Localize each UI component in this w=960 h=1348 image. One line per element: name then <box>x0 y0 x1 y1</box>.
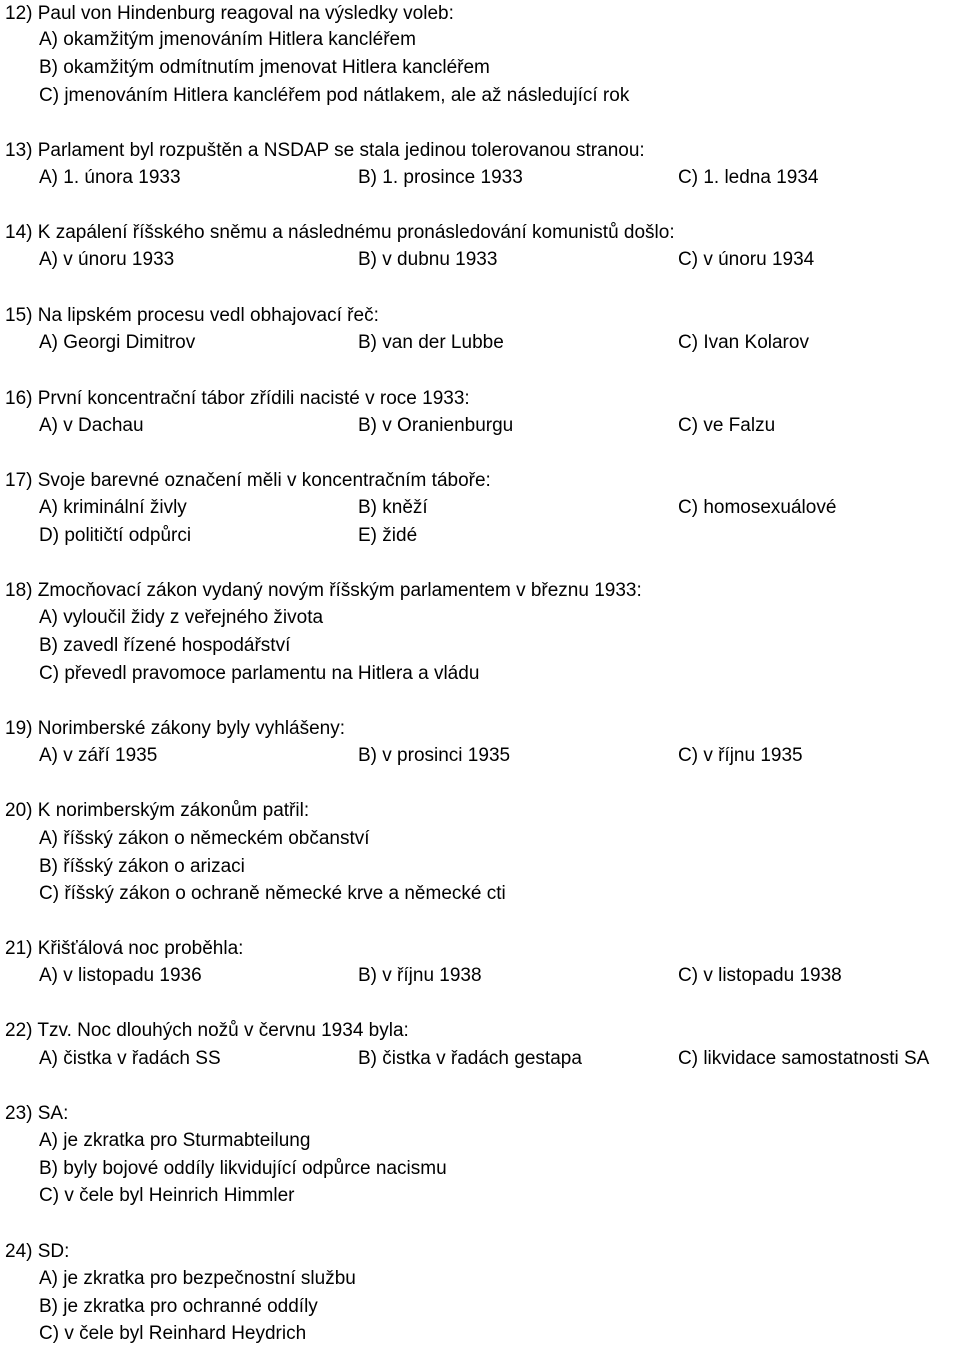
question-19-option-b: B) v prosinci 1935 <box>358 745 511 766</box>
question-17-option-c: C) homosexuálové <box>678 497 837 518</box>
question-24-option-c: C) v čele byl Reinhard Heydrich <box>39 1323 307 1344</box>
question-21-option-b: B) v říjnu 1938 <box>358 965 482 986</box>
question-23-option-a: A) je zkratka pro Sturmabteilung <box>39 1130 311 1151</box>
question-22-option-c: C) likvidace samostatnosti SA <box>678 1048 930 1069</box>
question-12: 12) Paul von Hindenburg reagoval na výsledky voleb: <box>5 3 454 24</box>
question-22: 22) Tzv. Noc dlouhých nožů v červnu 1934 byla: <box>5 1020 409 1041</box>
question-18: 18) Zmocňovací zákon vydaný novým říšským parlamentem v březnu 1933: <box>5 580 642 601</box>
question-20: 20) K norimberským zákonům patřil: <box>5 800 310 821</box>
question-12-option-c: C) jmenováním Hitlera kancléřem pod nátlakem, ale až následující rok <box>39 85 630 106</box>
question-19: 19) Norimberské zákony byly vyhlášeny: <box>5 718 346 739</box>
question-12-option-b: B) okamžitým odmítnutím jmenovat Hitlera kancléřem <box>39 57 490 78</box>
question-13: 13) Parlament byl rozpuštěn a NSDAP se stala jedinou tolerovanou stranou: <box>5 140 645 161</box>
question-24-option-a: A) je zkratka pro bezpečnostní službu <box>39 1268 356 1289</box>
question-15: 15) Na lipském procesu vedl obhajovací řeč: <box>5 305 379 326</box>
question-15-option-c: C) Ivan Kolarov <box>678 332 809 353</box>
question-15-option-b: B) van der Lubbe <box>358 332 504 353</box>
question-16-option-c: C) ve Falzu <box>678 415 776 436</box>
question-17: 17) Svoje barevné označení měli v koncentračním táboře: <box>5 470 491 491</box>
question-16-option-b: B) v Oranienburgu <box>358 415 514 436</box>
question-24: 24) SD: <box>5 1241 70 1262</box>
question-23-option-b: B) byly bojové oddíly likvidující odpůrce nacismu <box>39 1158 447 1179</box>
question-16-option-a: A) v Dachau <box>39 415 144 436</box>
question-17-option-a: A) kriminální živly <box>39 497 187 518</box>
question-18-option-c: C) převedl pravomoce parlamentu na Hitlera a vládu <box>39 663 480 684</box>
question-21-option-a: A) v listopadu 1936 <box>39 965 202 986</box>
question-20-option-c: C) říšský zákon o ochraně německé krve a německé cti <box>39 883 506 904</box>
question-13-option-b: B) 1. prosince 1933 <box>358 167 523 188</box>
question-17-option-d: D) političtí odpůrci <box>39 525 192 546</box>
question-24-option-b: B) je zkratka pro ochranné oddíly <box>39 1296 318 1317</box>
question-14-option-a: A) v únoru 1933 <box>39 249 175 270</box>
question-23: 23) SA: <box>5 1103 69 1124</box>
question-23-option-c: C) v čele byl Heinrich Himmler <box>39 1185 295 1206</box>
question-14-option-b: B) v dubnu 1933 <box>358 249 498 270</box>
question-17-option-b: B) kněží <box>358 497 428 518</box>
question-16: 16) První koncentrační tábor zřídili nacisté v roce 1933: <box>5 388 470 409</box>
question-15-option-a: A) Georgi Dimitrov <box>39 332 196 353</box>
question-21-option-c: C) v listopadu 1938 <box>678 965 842 986</box>
question-12-option-a: A) okamžitým jmenováním Hitlera kancléřem <box>39 29 416 50</box>
question-14-option-c: C) v únoru 1934 <box>678 249 815 270</box>
question-21: 21) Křišťálová noc proběhla: <box>5 938 244 959</box>
question-20-option-b: B) říšský zákon o arizaci <box>39 856 245 877</box>
question-19-option-c: C) v říjnu 1935 <box>678 745 803 766</box>
question-22-option-b: B) čistka v řadách gestapa <box>358 1048 582 1069</box>
question-13-option-c: C) 1. ledna 1934 <box>678 167 819 188</box>
question-19-option-a: A) v září 1935 <box>39 745 158 766</box>
question-18-option-b: B) zavedl řízené hospodářství <box>39 635 291 656</box>
question-20-option-a: A) říšský zákon o německém občanství <box>39 828 370 849</box>
question-22-option-a: A) čistka v řadách SS <box>39 1048 221 1069</box>
question-17-option-e: E) židé <box>358 525 418 546</box>
question-14: 14) K zapálení říšského sněmu a následnému pronásledování komunistů došlo: <box>5 222 675 243</box>
question-13-option-a: A) 1. února 1933 <box>39 167 181 188</box>
question-18-option-a: A) vyloučil židy z veřejného života <box>39 607 324 628</box>
